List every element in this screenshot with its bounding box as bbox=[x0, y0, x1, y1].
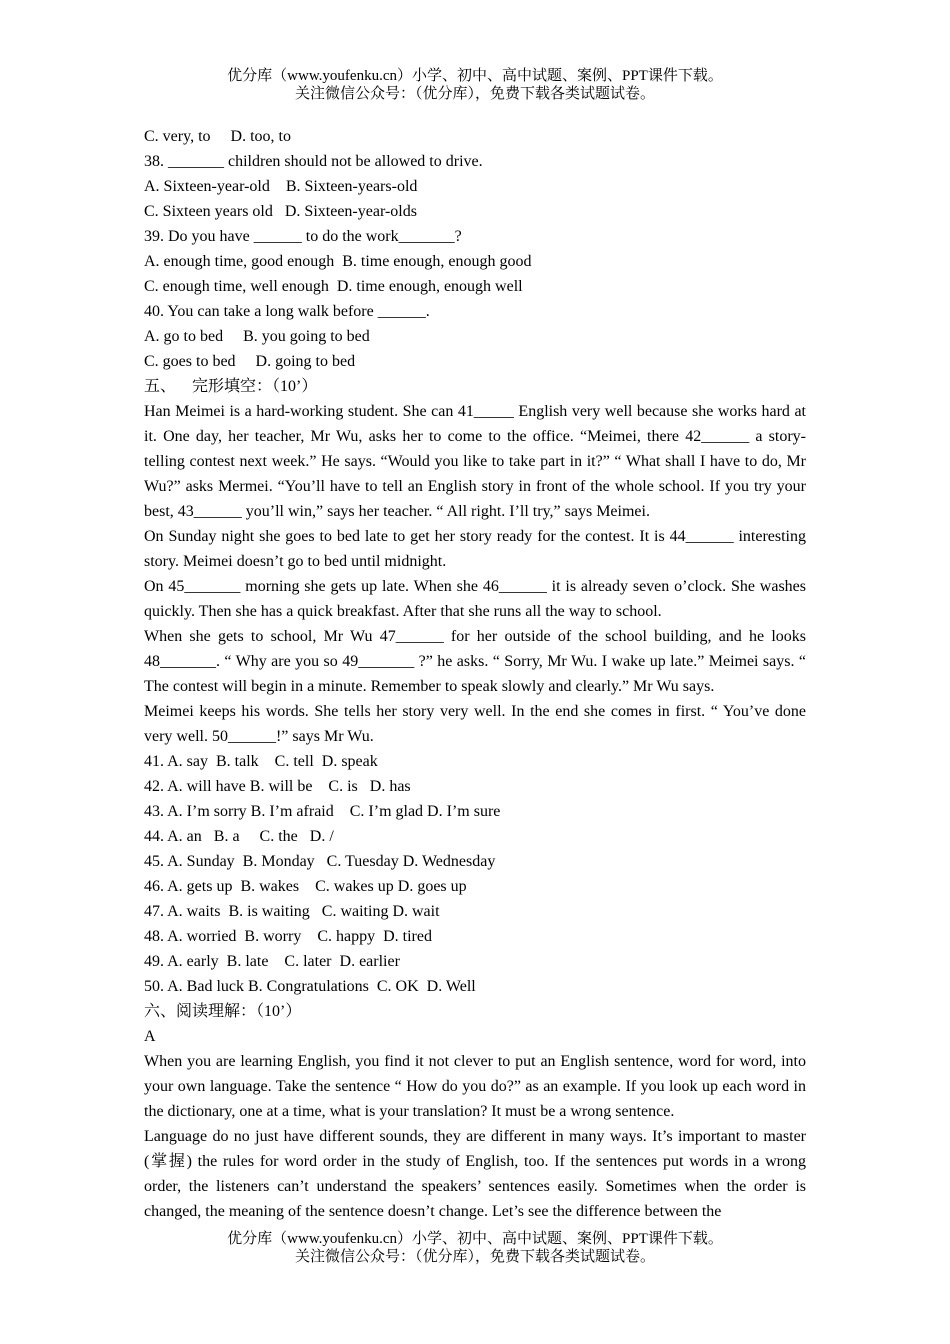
reading-paragraph: When you are learning English, you find it not clever to put an English sentence, word for word, into your own language. Take the sentence “ How do you do?” as an example. If you look up each word in the dictionary, one at a time, what is your translation? It must be a wrong sentence. bbox=[144, 1053, 806, 1120]
footer-line-1: 优分库（www.youfenku.cn）小学、初中、高中试题、案例、PPT课件下载。 bbox=[227, 1231, 723, 1247]
cloze-option-45: 45. A. Sunday B. Monday C. Tuesday D. Wednesday bbox=[144, 853, 496, 870]
q40-options-cd: C. goes to bed D. going to bed bbox=[144, 353, 356, 370]
cloze-paragraph: Han Meimei is a hard-working student. She can 41_____ English very well because she works hard at it. One day, her teacher, Mr Wu, asks her to come to the office. “Meimei, there 42______ a story-telling contest next week.” He says. “Would you like to take part in it?” “ What shall I have to do, Mr Wu?” asks Mermei. “You’ll have to tell an English story in front of the whole school. If you try your best, 43______ you’ll win,” says her teacher. “ All right. I’ll try,” says Meimei. bbox=[144, 403, 806, 520]
cloze-option-47: 47. A. waits B. is waiting C. waiting D. wait bbox=[144, 903, 440, 920]
cloze-paragraph: On Sunday night she goes to bed late to get her story ready for the contest. It is 44______ interesting story. Meimei doesn’t go to bed until midnight. bbox=[144, 528, 806, 570]
q38-stem: 38. _______ children should not be allowed to drive. bbox=[144, 153, 483, 170]
cloze-option-42: 42. A. will have B. will be C. is D. has bbox=[144, 778, 411, 795]
cloze-paragraph: On 45_______ morning she gets up late. When she 46______ it is already seven o’clock. She washes quickly. Then she has a quick breakfast. After that she runs all the way to school. bbox=[144, 578, 806, 620]
cloze-option-41: 41. A. say B. talk C. tell D. speak bbox=[144, 753, 378, 770]
cloze-option-50: 50. A. Bad luck B. Congratulations C. OK D. Well bbox=[144, 978, 476, 995]
cloze-option-46: 46. A. gets up B. wakes C. wakes up D. goes up bbox=[144, 878, 467, 895]
cloze-paragraph: When she gets to school, Mr Wu 47______ for her outside of the school building, and he looks 48_______. “ Why are you so 49_______ ?” he asks. “ Sorry, Mr Wu. I wake up late.” Meimei says. “ The contest will begin in a minute. Remember to speak slowly and clearly.” Mr Wu says. bbox=[144, 628, 806, 695]
section6-heading: 六、阅读理解：（10’） bbox=[144, 1003, 302, 1020]
cloze-option-43: 43. A. I’m sorry B. I’m afraid C. I’m glad D. I’m sure bbox=[144, 803, 501, 820]
q39-options-ab: A. enough time, good enough B. time enough, enough good bbox=[144, 253, 532, 270]
q40-options-ab: A. go to bed B. you going to bed bbox=[144, 328, 370, 345]
header-line-2: 关注微信公众号：（优分库），免费下载各类试题试卷。 bbox=[294, 86, 655, 102]
page-header bbox=[0, 67, 950, 103]
reading-paragraph: Language do no just have different sounds, they are different in many ways. It’s important to master (掌握) the rules for word order in the study of English, too. If the sentences put words in a wrong order, the listeners can’t understand the speakers’ sentences easily. Sometimes when the order is changed, the meaning of the sentence doesn’t change. Let’s see the difference between the bbox=[144, 1128, 806, 1220]
cloze-option-49: 49. A. early B. late C. later D. earlier bbox=[144, 953, 400, 970]
cloze-option-48: 48. A. worried B. worry C. happy D. tired bbox=[144, 928, 432, 945]
document-body bbox=[144, 124, 806, 1224]
section5-heading: 五、 完形填空：（10’） bbox=[144, 378, 318, 395]
q37-options-cd: C. very, to D. too, to bbox=[144, 128, 291, 145]
header-line-1: 优分库（www.youfenku.cn）小学、初中、高中试题、案例、PPT课件下载。 bbox=[227, 68, 723, 84]
q40-stem: 40. You can take a long walk before ______. bbox=[144, 303, 430, 320]
q38-options-cd: C. Sixteen years old D. Sixteen-year-olds bbox=[144, 203, 417, 220]
reading-part-label: A bbox=[144, 1028, 156, 1045]
page-footer bbox=[0, 1230, 950, 1266]
cloze-paragraph: Meimei keeps his words. She tells her story very well. In the end she comes in first. “ You’ve done very well. 50______!” says Mr Wu. bbox=[144, 703, 806, 745]
q39-options-cd: C. enough time, well enough D. time enough, enough well bbox=[144, 278, 523, 295]
q39-stem: 39. Do you have ______ to do the work_______? bbox=[144, 228, 462, 245]
footer-line-2: 关注微信公众号：（优分库），免费下载各类试题试卷。 bbox=[294, 1249, 655, 1265]
cloze-option-44: 44. A. an B. a C. the D. / bbox=[144, 828, 334, 845]
q38-options-ab: A. Sixteen-year-old B. Sixteen-years-old bbox=[144, 178, 418, 195]
